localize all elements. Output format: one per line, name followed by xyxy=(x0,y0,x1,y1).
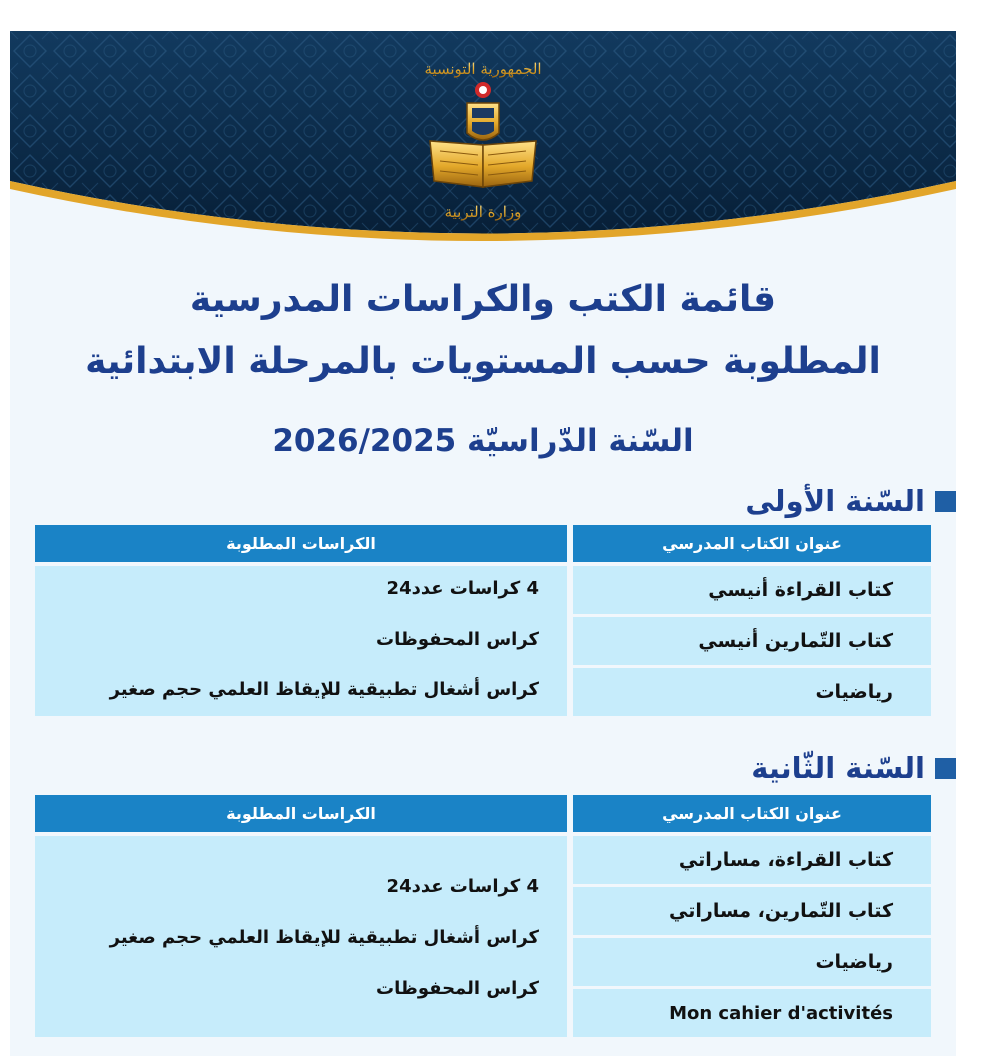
section-title-label: السّنة الثّانية xyxy=(751,751,925,785)
book-item: Mon cahier d'activités xyxy=(573,989,931,1037)
column-header-books: عنوان الكتاب المدرسي xyxy=(573,525,931,562)
book-item: رياضيات xyxy=(573,938,931,986)
column-header-notebooks: الكراسات المطلوبة xyxy=(35,795,567,832)
notebook-item: كراس المحفوظات xyxy=(376,978,539,999)
section-title-year2 xyxy=(751,748,956,788)
notebooks-cell xyxy=(35,566,567,716)
emblem-text-bottom: وزارة التربية xyxy=(444,203,522,221)
emblem-text-top: الجمهورية التونسية xyxy=(424,60,542,78)
section-marker-icon xyxy=(935,758,956,779)
school-year: السّنة الدّراسيّة 2026/2025 xyxy=(272,423,694,459)
section-title-label: السّنة الأولى xyxy=(745,484,925,518)
document-title-line2: المطلوبة حسب المستويات بالمرحلة الابتدائية xyxy=(85,341,881,382)
notebook-item: 4 كراسات عدد24 xyxy=(386,876,539,897)
header-banner xyxy=(10,31,956,276)
document-title-line1: قائمة الكتب والكراسات المدرسية xyxy=(189,279,777,320)
table-year2 xyxy=(35,795,931,1037)
poster xyxy=(10,31,956,1056)
book-item: كتاب التّمارين أنيسي xyxy=(573,617,931,665)
section-title-year1 xyxy=(745,481,956,521)
book-item: كتاب القراءة، مساراتي xyxy=(573,836,931,884)
notebook-item: كراس المحفوظات xyxy=(376,629,539,650)
book-item: كتاب القراءة أنيسي xyxy=(573,566,931,614)
notebook-item: 4 كراسات عدد24 xyxy=(386,578,539,599)
column-header-notebooks: الكراسات المطلوبة xyxy=(35,525,567,562)
notebook-item: كراس أشغال تطبيقية للإيقاظ العلمي حجم صغير xyxy=(109,927,539,948)
section-marker-icon xyxy=(935,491,956,512)
column-header-books: عنوان الكتاب المدرسي xyxy=(573,795,931,832)
book-item: رياضيات xyxy=(573,668,931,716)
table-year1 xyxy=(35,525,931,716)
book-item: كتاب التّمارين، مساراتي xyxy=(573,887,931,935)
notebooks-cell xyxy=(35,836,567,1037)
notebook-item: كراس أشغال تطبيقية للإيقاظ العلمي حجم صغير xyxy=(109,679,539,700)
